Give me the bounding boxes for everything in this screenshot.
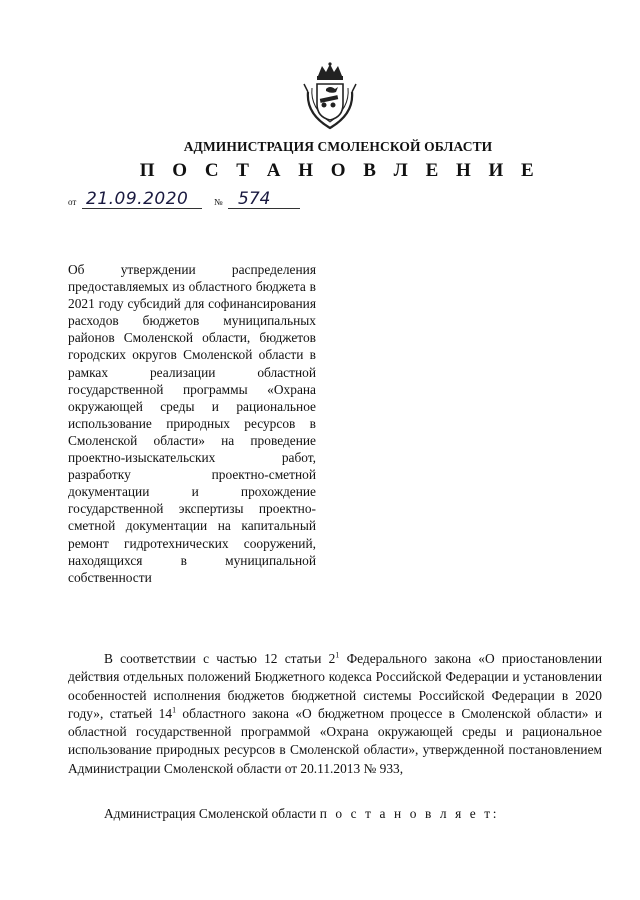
preamble-paragraph bbox=[68, 650, 602, 778]
handwritten-date: 21.09.2020 bbox=[86, 189, 189, 209]
decree-verb: п о с т а н о в л я е т: bbox=[319, 806, 500, 821]
document-type-title: П О С Т А Н О В Л Е Н И Е bbox=[139, 160, 541, 181]
document-subject: Об утверждении распределения предоставляемых из областного бюджета в 2021 году субсидий для софинансирования расходов бюджетов муниципальных районов Смоленской области, бюджетов городских округов Смоленской области в рамках реализации областной государственной программы «Охрана окружающей среды и рациональное использование природных ресурсов в Смоленской области» на проведение проектно-изыскательских работ, разработку проектно-сметной документации и прохождение государственной экспертизы проектно-сметной документации на капитальный ремонт гидротехнических сооружений, находящихся в муниципальной собственности bbox=[68, 262, 316, 585]
decree-line bbox=[104, 806, 604, 822]
preamble-part-1: В соответствии с частью 12 статьи 2 bbox=[104, 651, 336, 666]
date-number-line bbox=[68, 190, 308, 210]
coat-of-arms-icon bbox=[300, 62, 360, 132]
number-label: № bbox=[214, 197, 223, 207]
superscript-2: 1 bbox=[172, 705, 177, 715]
preamble-part-3: областного закона «О бюджетном процессе в Смоленской области» и областной государственной программой «Охрана окружающей среды и рациональное использование природных ресурсов в Смоленской области», утвержденной постановлением Администрации Смоленской области от 20.11.2013 № 933, bbox=[68, 705, 602, 776]
decree-subject: Администрация Смоленской области bbox=[104, 806, 320, 821]
agency-name: АДМИНИСТРАЦИЯ СМОЛЕНСКОЙ ОБЛАСТИ bbox=[183, 139, 493, 154]
preamble-part-2: Федерального закона «О приостановлении действия отдельных положений Бюджетного кодекса Российской Федерации и установлении особенностей исполнения бюджетов бюджетной системы Российской Федерации в 2020 году», статьей 14 bbox=[68, 651, 602, 721]
superscript-1: 1 bbox=[335, 650, 340, 660]
date-prefix: от bbox=[68, 197, 77, 207]
handwritten-number: 574 bbox=[238, 189, 271, 209]
